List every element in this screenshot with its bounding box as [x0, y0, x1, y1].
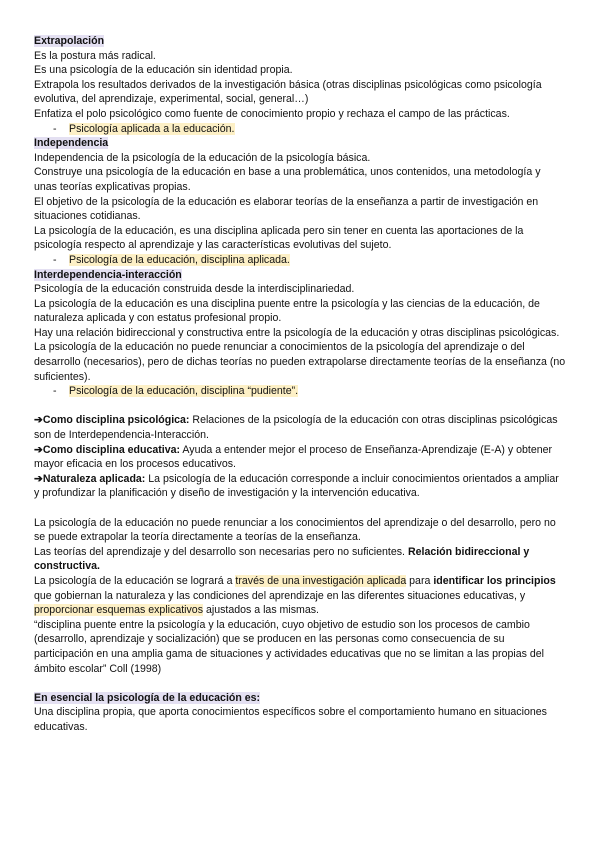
arrow-item-text: La psicología de la educación corresponde a incluir conocimientos orientados a ampliar y profundizar la planificación y diseño de investigación y la intervención educativa.: [34, 472, 559, 500]
quote: “disciplina puente entre la psicología y la educación, cuyo objetivo de estudio son los procesos de cambio (desarrollo, aprendizaje y socialización) que se producen en las personas como consecuencia de su participación en una amplia gama de situaciones y actividades educativas que no se limitan a las propias del ámbito escolar” Coll (1998): [34, 618, 544, 675]
arrow-list: [34, 413, 566, 501]
paragraph: Es una psicología de la educación sin identidad propia.: [34, 64, 293, 77]
heading-extrapolacion: Extrapolación: [34, 35, 105, 47]
arrow-item: [34, 413, 566, 442]
heading-independencia: Independencia: [34, 137, 109, 150]
arrow-item-label: Naturaleza aplicada:: [42, 472, 146, 485]
paragraph: Independencia de la psicología de la educación de la psicología básica.: [34, 151, 371, 164]
paragraph-text: que gobiernan la naturaleza y las condiciones del aprendizaje en las diferentes situaciones educativas, y: [34, 589, 526, 602]
bullet-item: [34, 384, 566, 399]
bullet-item: [34, 253, 566, 268]
arrow-item: [34, 443, 566, 472]
bullet-item: [34, 122, 566, 137]
heading-essence: En esencial la psicología de la educación es:: [34, 691, 261, 704]
paragraph-bold: Relación bidireccional y constructiva.: [34, 545, 530, 573]
section-independencia: [34, 136, 566, 267]
paragraph: [34, 545, 566, 574]
bullet-dash: -: [53, 122, 57, 135]
paragraph: Construye una psicología de la educación en base a una problemática, unos contenidos, una metodología y unas teorías explicativas propias.: [34, 166, 541, 193]
highlighted-text: través de una investigación aplicada: [235, 574, 407, 587]
paragraph-text: La psicología de la educación se logrará a: [34, 574, 236, 587]
arrow-item-label: Como disciplina educativa:: [42, 443, 181, 456]
bullet-dash: -: [53, 253, 57, 266]
spacer: [34, 676, 566, 691]
arrow-right-icon: ➔: [34, 414, 43, 427]
arrow-item: [34, 472, 566, 501]
paragraph: Una disciplina propia, que aporta conocimientos específicos sobre el comportamiento humano en situaciones educativas.: [34, 706, 547, 733]
arrow-item-label: Como disciplina psicológica:: [42, 414, 190, 427]
bullet-dash: -: [53, 385, 57, 398]
paragraph: Psicología de la educación construida desde la interdisciplinariedad.: [34, 283, 355, 296]
bullet-text: Psicología aplicada a la educación.: [69, 122, 235, 135]
summary-section: [34, 516, 566, 677]
paragraph: La psicología de la educación no puede renunciar a conocimientos de la psicología del aprendizaje o del desarrollo (necesarios), pero de dichas teorías no pueden extrapolarse directamente teorías de la enseñanza (no suficientes).: [34, 341, 566, 383]
paragraph: La psicología de la educación no puede renunciar a los conocimientos del aprendizaje o del desarrollo, pero no se puede extrapolar la teoría directamente a teorías de la enseñanza.: [34, 516, 556, 544]
paragraph: El objetivo de la psicología de la educación es elaborar teorías de la enseñanza a partir de investigación en situaciones cotidianas.: [34, 195, 539, 223]
paragraph: Es la postura más radical.: [34, 49, 156, 62]
paragraph-text: para: [406, 574, 434, 587]
section-interdependencia: [34, 268, 566, 399]
essence-section: [34, 691, 566, 735]
bullet-text: Psicología de la educación, disciplina “pudiente”.: [69, 385, 299, 398]
heading-interdependencia: Interdependencia-interacción: [34, 268, 182, 281]
paragraph-bold: identificar los principios: [433, 574, 556, 587]
paragraph-text: Las teorías del aprendizaje y del desarrollo son necesarias pero no suficientes.: [34, 545, 408, 558]
spacer: [34, 501, 566, 516]
paragraph: Enfatiza el polo psicológico como fuente de conocimiento propio y rechaza el campo de las prácticas.: [34, 107, 510, 120]
arrow-item-text: Ayuda a entender mejor el proceso de Enseñanza-Aprendizaje (E-A) y obtener mayor eficacia en los procesos educativos.: [34, 443, 553, 471]
paragraph: Extrapola los resultados derivados de la investigación básica (otras disciplinas psicológicas como psicología evolutiva, del aprendizaje, experimental, social, general…): [34, 78, 542, 106]
arrow-item-text: Relaciones de la psicología de la educación con otras disciplinas psicológicas son de Interdependencia-Interacción.: [34, 414, 558, 442]
paragraph-text: ajustados a las mismas.: [203, 604, 319, 617]
arrow-right-icon: ➔: [34, 472, 43, 485]
paragraph: Hay una relación bidireccional y constructiva entre la psicología de la educación y otras disciplinas psicológicas.: [34, 326, 560, 339]
spacer: [34, 399, 566, 414]
paragraph: [34, 574, 566, 618]
bullet-text: Psicología de la educación, disciplina aplicada.: [69, 253, 290, 266]
paragraph: La psicología de la educación es una disciplina puente entre la psicología y las ciencias de la educación, de naturaleza aplicada y con estatus profesional propio.: [34, 297, 540, 325]
paragraph: La psicología de la educación, es una disciplina aplicada pero sin tener en cuenta las aportaciones de la psicología respecto al aprendizaje y las características evolutivas del sujeto.: [34, 224, 524, 252]
arrow-right-icon: ➔: [34, 443, 43, 456]
section-extrapolacion: [34, 34, 566, 136]
highlighted-text: proporcionar esquemas explicativos: [34, 604, 203, 617]
